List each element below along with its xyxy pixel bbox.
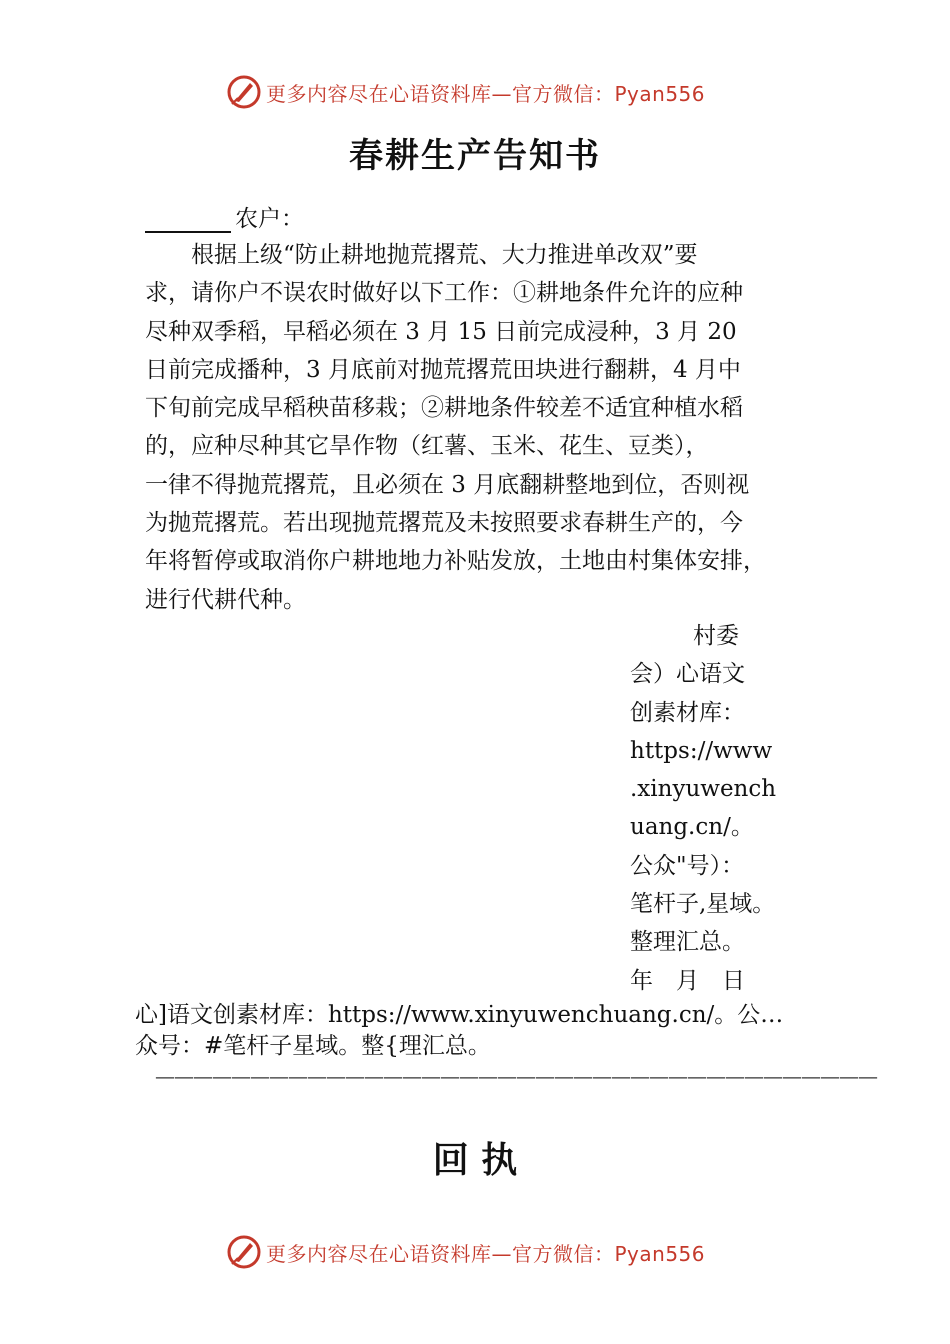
signature-line: 整理汇总。 [630, 929, 745, 956]
body-line: 年将暂停或取消你户耕地地力补贴发放，土地由村集体安排， [145, 548, 766, 575]
body-line: 一律不得抛荒撂荒，且必须在 3 月底翻耕整地到位，否则视 [145, 471, 750, 498]
quill-logo-icon [226, 74, 262, 110]
receipt-title: 回 执 [432, 1139, 518, 1181]
notice-body [145, 236, 825, 619]
quill-logo-icon [226, 1234, 262, 1270]
header-banner [0, 72, 950, 112]
signature-line: 笔杆子,星域。 [630, 891, 776, 918]
name-blank-line [145, 211, 231, 233]
cut-divider: —————————————————————————————————————— [155, 1064, 877, 1088]
signature-block [630, 617, 800, 1000]
body-line: 为抛荒撂荒。若出现抛荒撂荒及未按照要求春耕生产的，今 [145, 510, 743, 537]
signature-line: 村委 [693, 623, 739, 649]
signature-line: uang.cn/。 [630, 814, 754, 841]
banner-text: 更多内容尽在心语资料库—官方微信：Pyan556 [266, 82, 706, 106]
footnote [135, 1000, 825, 1062]
page-title: 春耕生产告知书 [349, 136, 601, 176]
footnote-line: 心]语文创素材库：https://www.xinyuwenchuang.cn/。公… [135, 1002, 784, 1028]
salutation: 农户： [145, 200, 304, 233]
signature-line: .xinyuwench [630, 776, 777, 803]
body-line: 日前完成播种，3 月底前对抛荒撂荒田块进行翻耕，4 月中 [145, 356, 741, 383]
signature-line: https://www [630, 737, 773, 764]
body-line: 的，应种尽种其它旱作物（红薯、玉米、花生、豆类）， [145, 433, 709, 460]
signature-line: 创素材库： [630, 699, 745, 726]
signature-line: 会）心语文 [630, 661, 745, 688]
date-line: 年 月 日 [630, 967, 745, 994]
body-line: 根据上级“防止耕地抛荒撂荒、大力推进单改双”要 [145, 242, 698, 268]
body-line: 下旬前完成早稻秧苗移栽；②耕地条件较差不适宜种植水稻 [145, 395, 743, 422]
body-line: 进行代耕代种。 [145, 586, 306, 613]
body-line: 求，请你户不误农时做好以下工作：①耕地条件允许的应种 [145, 280, 743, 307]
footer-banner [0, 1232, 950, 1272]
banner-text: 更多内容尽在心语资料库—官方微信：Pyan556 [266, 1242, 706, 1266]
footnote-line: 众号：#笔杆子星域。整{理汇总。 [135, 1033, 491, 1059]
signature-line: 公众"号）： [630, 852, 745, 879]
body-line: 尽种双季稻，早稻必须在 3 月 15 日前完成浸种，3 月 20 [145, 318, 737, 345]
